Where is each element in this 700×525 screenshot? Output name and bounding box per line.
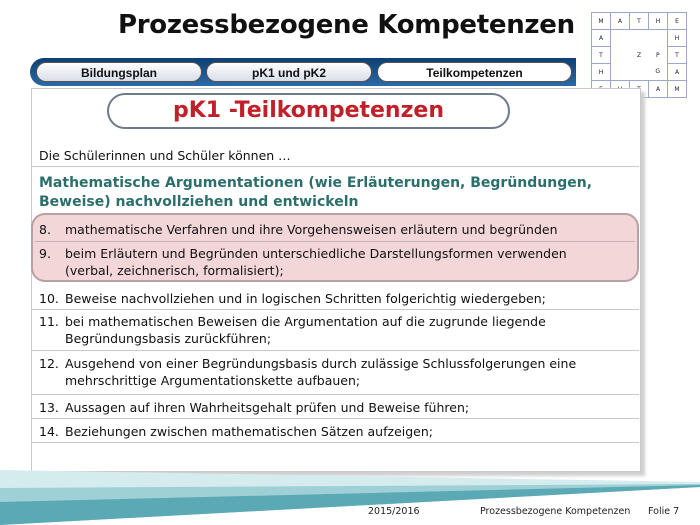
item-text: Ausgehend von einer Begründungsbasis durch zulässige Schlussfolgerungen eine mehrschrittige Argumentationskette aufbauen; [65, 356, 577, 388]
item-number: 12. [39, 356, 59, 371]
item-number: 9. [39, 246, 51, 261]
item-text: beim Erläutern und Begründen unterschiedliche Darstellungsformen verwenden (verbal, zeichnerisch, formalisiert); [65, 246, 567, 278]
divider [31, 418, 639, 419]
logo-cell: A [649, 81, 668, 98]
divider [31, 309, 639, 310]
slide-title: Prozessbezogene Kompetenzen [118, 10, 575, 40]
tab-teilkompetenzen[interactable]: Teilkompetenzen [377, 62, 572, 82]
logo-cell: P [655, 51, 660, 59]
logo-cell [630, 30, 649, 47]
competence-subheading: Mathematische Argumentationen (wie Erläuterungen, Begründungen, Beweise) nachvollziehen und entwickeln [39, 175, 593, 210]
logo-cell [649, 30, 668, 47]
logo-cell: E [668, 13, 687, 30]
logo-cell: G [655, 68, 661, 76]
item-text: Aussagen auf ihren Wahrheitsgehalt prüfen und Beweise führen; [65, 400, 470, 415]
item-text: Beweise nachvollziehen und in logischen Schritten folgerichtig wiedergeben; [65, 291, 546, 306]
logo-cell: A [668, 64, 687, 81]
logo-cell: T [668, 47, 687, 64]
item-text: mathematische Verfahren und ihre Vorgehensweisen erläutern und begründen [65, 222, 558, 237]
tab-pk1-pk2[interactable]: pK1 und pK2 [206, 62, 372, 82]
divider [31, 394, 639, 395]
divider [31, 350, 639, 351]
logo-cell [611, 30, 630, 47]
logo-cell: M [592, 13, 611, 30]
logo-cell: H [668, 30, 687, 47]
logo-cell [630, 64, 649, 81]
intro-text: Die Schülerinnen und Schüler können … [39, 148, 291, 163]
logo-cell: H [592, 64, 611, 81]
item-text: bei mathematischen Beweisen die Argumentation auf die zugrunde liegende Begründungsbasis zurückführen; [65, 314, 546, 346]
mathe-logo [591, 12, 687, 92]
item-number: 13. [39, 400, 59, 415]
logo-cell: A [611, 13, 630, 30]
logo-cell: H [649, 13, 668, 30]
logo-grid [591, 12, 687, 98]
logo-cell: Z [636, 51, 642, 59]
item-number: 14. [39, 424, 59, 439]
item-text: Beziehungen zwischen mathematischen Sätzen aufzeigen; [65, 424, 433, 439]
section-heading: pK1 -Teilkompetenzen [107, 93, 510, 129]
logo-cell: T [630, 13, 649, 30]
tab-bildungsplan[interactable]: Bildungsplan [36, 62, 202, 82]
footer-year: 2015/2016 [368, 506, 420, 517]
divider [35, 241, 635, 242]
footer-topic: Prozessbezogene Kompetenzen [480, 506, 631, 517]
item-number: 8. [39, 222, 51, 237]
logo-cell: T [592, 47, 611, 64]
footer-slide-number: Folie 7 [648, 506, 680, 517]
item-number: 10. [39, 291, 59, 306]
logo-cell: M [668, 81, 687, 98]
item-number: 11. [39, 314, 59, 329]
logo-cell: A [592, 30, 611, 47]
logo-cell [611, 64, 630, 81]
divider [31, 166, 639, 167]
logo-cell [611, 47, 630, 64]
